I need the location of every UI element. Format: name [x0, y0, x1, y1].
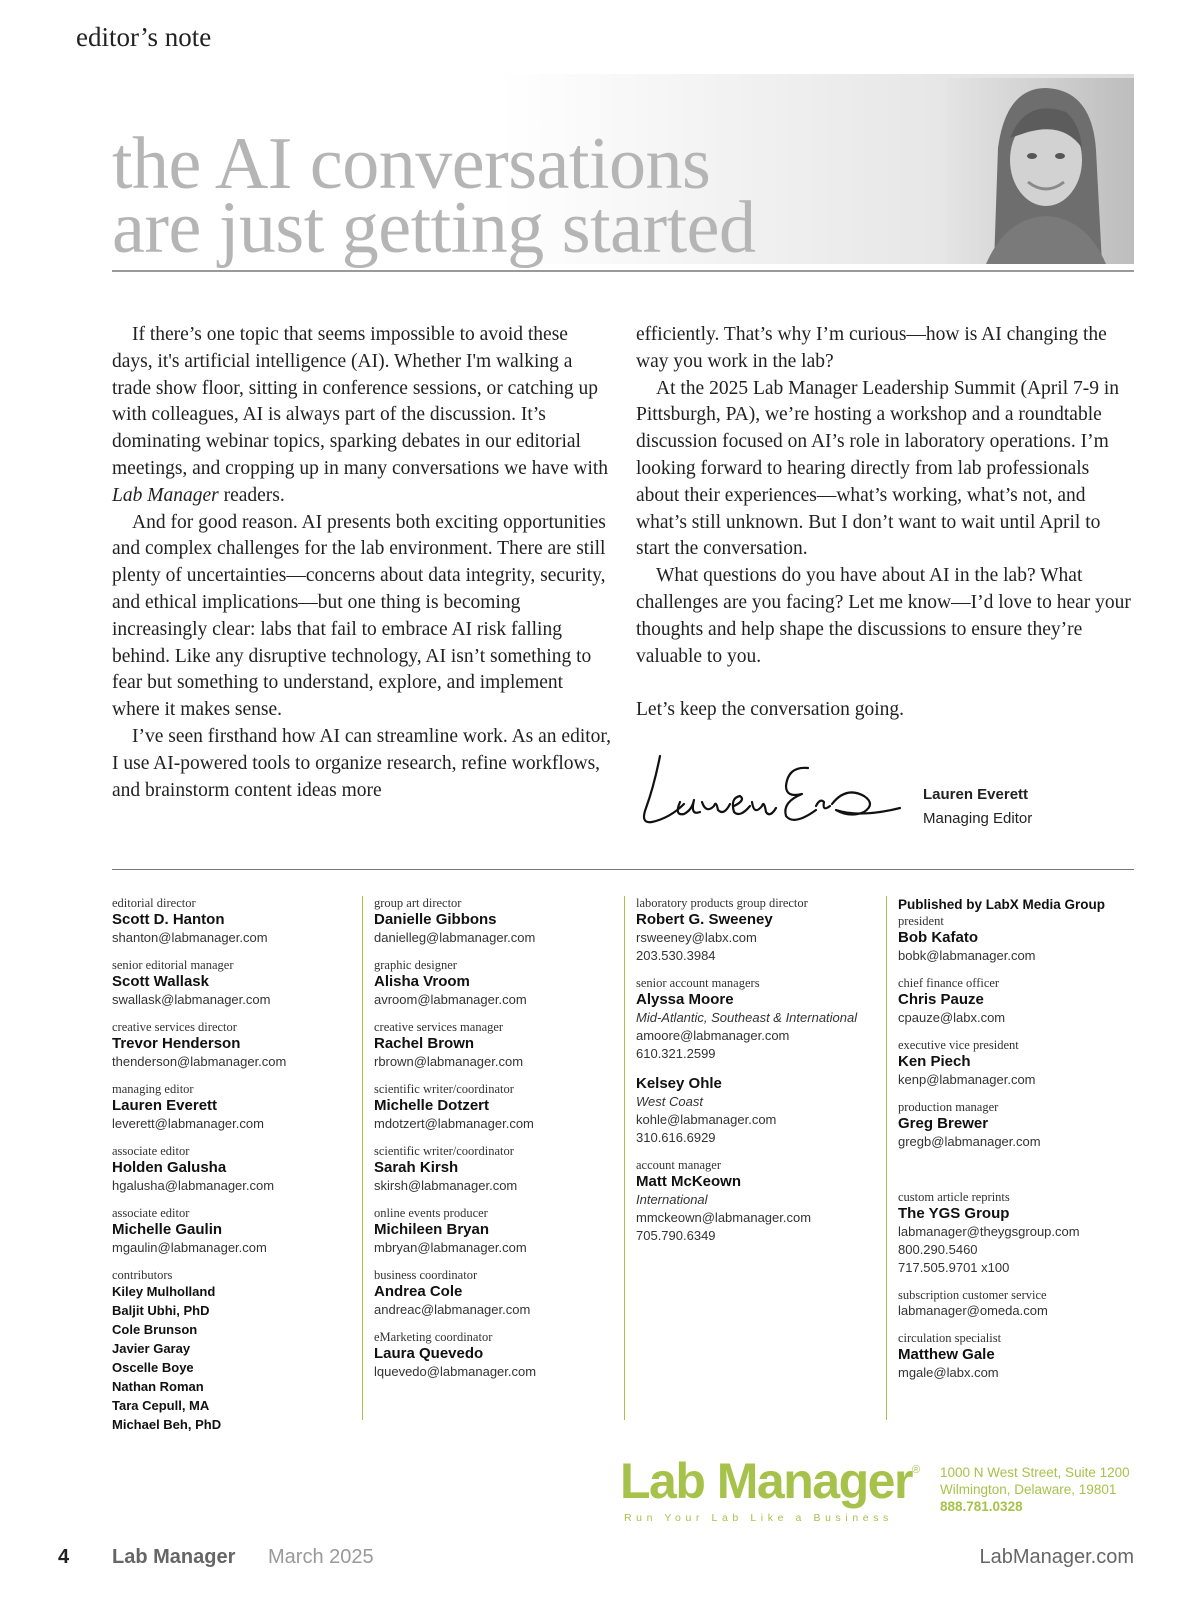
staff-email[interactable]: kenp@labmanager.com	[898, 1072, 1036, 1087]
staff-entry	[374, 1082, 624, 1133]
staff-entry	[636, 1074, 886, 1147]
staff-role: editorial director	[112, 896, 196, 910]
staff-email[interactable]: swallask@labmanager.com	[112, 992, 271, 1007]
staff-email[interactable]: cpauze@labx.com	[898, 1010, 1006, 1025]
signature-name: Lauren Everett	[923, 786, 1029, 803]
staff-role: production manager	[898, 1100, 999, 1114]
staff-role: laboratory products group director	[636, 896, 808, 910]
staff-email[interactable]: avroom@labmanager.com	[374, 992, 527, 1007]
masthead-column-creative	[374, 896, 624, 1392]
staff-entry	[898, 1190, 1138, 1277]
column-divider	[624, 896, 625, 1420]
article-closing: Let’s keep the conversation going.	[636, 699, 905, 721]
author-photo	[946, 78, 1134, 264]
contributor-name: Michael Beh, PhD	[112, 1417, 222, 1432]
article-column-right	[636, 322, 1136, 724]
magazine-name-italic: Lab Manager	[112, 484, 219, 506]
section-label: editor’s note	[76, 22, 212, 52]
staff-name: Matt McKeown	[636, 1173, 741, 1190]
contributor-name: Tara Cepull, MA	[112, 1398, 210, 1413]
staff-entry	[374, 1144, 624, 1195]
staff-name: Holden Galusha	[112, 1159, 227, 1176]
headline-line-1: the AI conversations	[112, 123, 711, 205]
staff-role: graphic designer	[374, 958, 457, 972]
staff-role: creative services manager	[374, 1020, 504, 1034]
logo-tagline: Run Your Lab Like a Business	[624, 1512, 893, 1524]
staff-email[interactable]: mmckeown@labmanager.com	[636, 1210, 812, 1225]
publisher-label: Published by LabX Media Group	[898, 897, 1106, 912]
staff-name: Lauren Everett	[112, 1097, 218, 1114]
staff-email[interactable]: hgalusha@labmanager.com	[112, 1178, 275, 1193]
staff-role: associate editor	[112, 1144, 190, 1158]
staff-name: Scott Wallask	[112, 973, 209, 990]
staff-role: senior editorial manager	[112, 958, 234, 972]
staff-entry	[112, 1020, 362, 1071]
staff-phone: 610.321.2599	[636, 1046, 716, 1061]
staff-entry	[374, 896, 624, 947]
staff-name: Greg Brewer	[898, 1115, 989, 1132]
contributor-name: Baljit Ubhi, PhD	[112, 1303, 210, 1318]
column-divider	[362, 896, 363, 1420]
staff-email[interactable]: skirsh@labmanager.com	[374, 1178, 518, 1193]
staff-role: group art director	[374, 896, 462, 910]
staff-region: International	[636, 1192, 708, 1207]
header-rule	[112, 270, 1134, 272]
staff-role: scientific writer/coordinator	[374, 1082, 514, 1096]
publisher-phone: 888.781.0328	[940, 1499, 1023, 1514]
staff-role: chief finance officer	[898, 976, 1000, 990]
staff-role: eMarketing coordinator	[374, 1330, 493, 1344]
staff-phone: 310.616.6929	[636, 1130, 716, 1145]
staff-name: Rachel Brown	[374, 1035, 475, 1052]
staff-email[interactable]: rsweeney@labx.com	[636, 930, 757, 945]
staff-name: Chris Pauze	[898, 991, 984, 1008]
address-line-2: Wilmington, Delaware, 19801	[940, 1482, 1117, 1497]
publisher-address	[940, 1464, 1130, 1515]
masthead-column-sales	[636, 896, 886, 1256]
article-paragraph: If there’s one topic that seems impossible to avoid these days, it's artificial intelligence (AI). Whether I'm walking a trade show floor, sitting in conference sessions, or catching up with colleagues, AI is always part of the discussion. It’s dominating webinar topics, sparking debates in our editorial meetings, and cropping up in many conversations we have with Lab Manager readers.	[112, 324, 609, 506]
staff-name: The YGS Group	[898, 1205, 1010, 1222]
footer-issue-date: March 2025	[268, 1546, 374, 1568]
staff-name: Scott D. Hanton	[112, 911, 225, 928]
staff-role: president	[898, 914, 944, 928]
staff-entry	[112, 896, 362, 947]
staff-role: business coordinator	[374, 1268, 478, 1282]
contributor-name: Oscelle Boye	[112, 1360, 194, 1375]
contributors-list	[112, 1268, 362, 1434]
staff-role: online events producer	[374, 1206, 488, 1220]
staff-entry	[898, 1288, 1138, 1320]
masthead-column-editorial	[112, 896, 362, 1445]
staff-name: Ken Piech	[898, 1053, 971, 1070]
staff-email[interactable]: labmanager@omeda.com	[898, 1303, 1048, 1318]
staff-entry	[898, 1038, 1138, 1089]
staff-entry	[898, 976, 1138, 1027]
staff-name: Trevor Henderson	[112, 1035, 241, 1052]
staff-email[interactable]: shanton@labmanager.com	[112, 930, 268, 945]
logo-registered-mark: ®	[912, 1464, 921, 1476]
contributors-label: contributors	[112, 1268, 173, 1282]
staff-email[interactable]: lquevedo@labmanager.com	[374, 1364, 537, 1379]
staff-region: West Coast	[636, 1094, 703, 1109]
staff-email[interactable]: kohle@labmanager.com	[636, 1112, 777, 1127]
contributor-name: Cole Brunson	[112, 1322, 198, 1337]
staff-entry	[898, 1331, 1138, 1382]
staff-role: custom article reprints	[898, 1190, 1010, 1204]
staff-name: Michelle Dotzert	[374, 1097, 490, 1114]
footer-magazine-name: Lab Manager	[112, 1546, 236, 1568]
staff-email[interactable]: mgaulin@labmanager.com	[112, 1240, 267, 1255]
staff-entry	[374, 958, 624, 1009]
staff-role: managing editor	[112, 1082, 194, 1096]
staff-phone: 203.530.3984	[636, 948, 716, 963]
staff-phone: 705.790.6349	[636, 1228, 716, 1243]
logo-wordmark: Lab Manager	[620, 1453, 912, 1509]
staff-name: Robert G. Sweeney	[636, 911, 773, 928]
staff-entry	[898, 1100, 1138, 1151]
staff-email[interactable]: mbryan@labmanager.com	[374, 1240, 527, 1255]
signature-title: Managing Editor	[923, 810, 1033, 827]
staff-entry	[112, 1082, 362, 1133]
article-paragraph-continued: efficiently. That’s why I’m curious—how is AI changing the way you work in the lab?	[636, 324, 1107, 372]
staff-name: Andrea Cole	[374, 1283, 463, 1300]
masthead-rule	[112, 869, 1134, 870]
staff-name: Alyssa Moore	[636, 991, 734, 1008]
staff-name: Michileen Bryan	[374, 1221, 490, 1238]
staff-entry	[374, 1330, 624, 1381]
staff-name: Bob Kafato	[898, 929, 978, 946]
staff-role: senior account managers	[636, 976, 760, 990]
staff-role: executive vice president	[898, 1038, 1019, 1052]
staff-email[interactable]: leverett@labmanager.com	[112, 1116, 264, 1131]
staff-name: Alisha Vroom	[374, 973, 470, 990]
spacer	[898, 1162, 1138, 1190]
footer-website-link[interactable]: LabManager.com	[979, 1546, 1134, 1568]
contributor-name: Kiley Mulholland	[112, 1284, 216, 1299]
staff-entry	[636, 1158, 886, 1245]
lab-manager-logo[interactable]	[620, 1453, 930, 1530]
staff-role: circulation specialist	[898, 1331, 1002, 1345]
staff-region: Mid-Atlantic, Southeast & International	[636, 1010, 858, 1025]
masthead-column-publisher	[898, 896, 1138, 1393]
staff-email[interactable]: gregb@labmanager.com	[898, 1134, 1041, 1149]
article-paragraph: What questions do you have about AI in the lab? What challenges are you facing? Let me know—I’d love to hear your thoughts and help shape the discussions to ensure they’re valuable to you.	[636, 565, 1131, 667]
staff-name: Kelsey Ohle	[636, 1075, 722, 1092]
staff-entry	[374, 1206, 624, 1257]
contributor-name: Javier Garay	[112, 1341, 191, 1356]
staff-phone: 800.290.5460	[898, 1242, 978, 1257]
staff-role: associate editor	[112, 1206, 190, 1220]
staff-name: Michelle Gaulin	[112, 1221, 223, 1238]
staff-email[interactable]: thenderson@labmanager.com	[112, 1054, 287, 1069]
staff-entry	[112, 1206, 362, 1257]
staff-entry	[898, 914, 1138, 965]
staff-email[interactable]: mgale@labx.com	[898, 1365, 999, 1380]
footer-page-number: 4	[58, 1546, 70, 1568]
staff-phone: 717.505.9701 x100	[898, 1260, 1010, 1275]
staff-entry	[112, 958, 362, 1009]
staff-entry	[636, 896, 886, 965]
article-column-left	[112, 322, 612, 804]
staff-email[interactable]: amoore@labmanager.com	[636, 1028, 790, 1043]
staff-name: Matthew Gale	[898, 1346, 995, 1363]
article-paragraph: I’ve seen firsthand how AI can streamline work. As an editor, I use AI-powered tools to organize research, refine workflows, and brainstorm content ideas more	[112, 725, 611, 801]
staff-name: Danielle Gibbons	[374, 911, 497, 928]
staff-email[interactable]: bobk@labmanager.com	[898, 948, 1036, 963]
headline-line-2: are just getting started	[112, 187, 756, 269]
staff-entry	[112, 1144, 362, 1195]
staff-email[interactable]: rbrown@labmanager.com	[374, 1054, 524, 1069]
staff-entry	[374, 1268, 624, 1319]
staff-email[interactable]: labmanager@theygsgroup.com	[898, 1224, 1080, 1239]
staff-role: scientific writer/coordinator	[374, 1144, 514, 1158]
staff-role: creative services director	[112, 1020, 237, 1034]
signature-image	[630, 746, 910, 838]
staff-entry	[636, 976, 886, 1063]
contributor-name: Nathan Roman	[112, 1379, 204, 1394]
column-divider	[886, 896, 887, 1420]
address-line-1: 1000 N West Street, Suite 1200	[940, 1465, 1130, 1480]
staff-email[interactable]: mdotzert@labmanager.com	[374, 1116, 534, 1131]
staff-entry	[374, 1020, 624, 1071]
staff-role: account manager	[636, 1158, 722, 1172]
staff-email[interactable]: danielleg@labmanager.com	[374, 930, 536, 945]
article-paragraph: At the 2025 Lab Manager Leadership Summit (April 7-9 in Pittsburgh, PA), we’re hosting a workshop and a roundtable discussion focused on AI’s role in laboratory operations. I’m looking forward to hearing directly from lab professionals about their experiences—what’s working, what’s not, and what’s still unknown. But I don’t want to wait until April to start the conversation.	[636, 377, 1120, 560]
article-paragraph: And for good reason. AI presents both exciting opportunities and complex challenges for the lab environment. There are still plenty of uncertainties—concerns about data integrity, security, and ethical implications—but one thing is becoming increasingly clear: labs that fail to embrace AI risk falling behind. Like any disruptive technology, AI isn’t something to fear but something to understand, explore, and implement where it makes sense.	[112, 511, 606, 721]
staff-role: subscription customer service	[898, 1288, 1047, 1302]
headline	[112, 123, 756, 269]
staff-name: Laura Quevedo	[374, 1345, 484, 1362]
staff-email[interactable]: andreac@labmanager.com	[374, 1302, 531, 1317]
staff-name: Sarah Kirsh	[374, 1159, 459, 1176]
